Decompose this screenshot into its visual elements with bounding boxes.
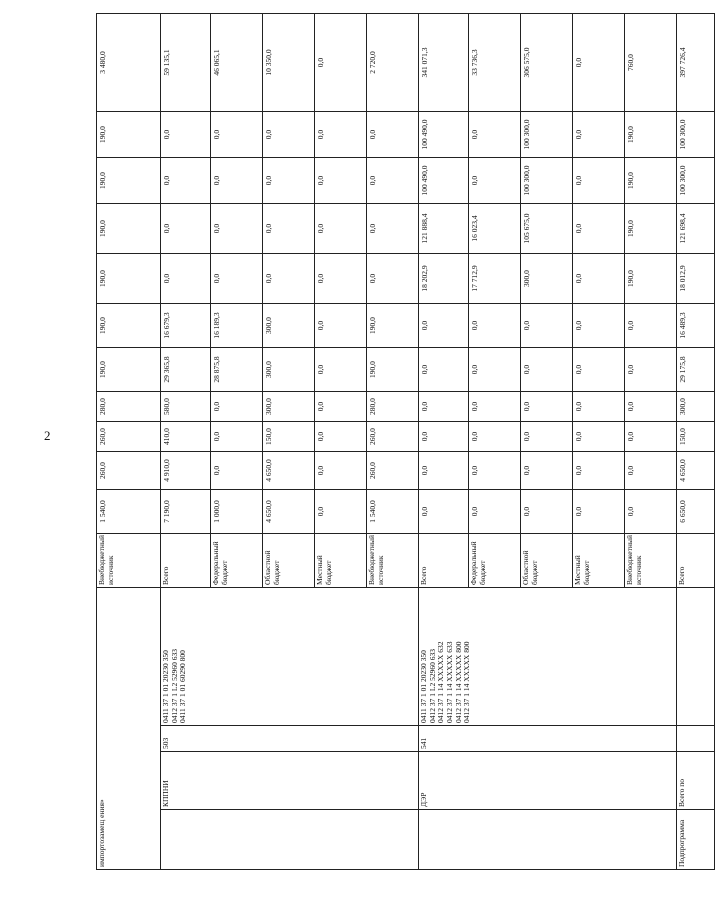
value-cell: 300,0 xyxy=(521,254,573,304)
value-cell: 190,0 xyxy=(97,112,161,158)
value-cell: 0,0 xyxy=(211,422,263,452)
kbk-cell: 0411 37 1 01 20230 350 0412 37 1 L2 52960 633 0411 37 1 01 60290 800 xyxy=(161,588,419,726)
value-cell: 150,0 xyxy=(263,422,315,452)
value-cell: 0,0 xyxy=(211,452,263,490)
value-cell: 100 300,0 xyxy=(677,112,715,158)
value-cell: 0,0 xyxy=(625,392,677,422)
value-cell: 0,0 xyxy=(521,422,573,452)
value-cell: 306 575,0 xyxy=(521,14,573,112)
empty-program-cell xyxy=(419,810,677,870)
source-label-cell: Федеральный бюджет xyxy=(469,534,521,588)
value-cell: 0,0 xyxy=(419,452,469,490)
value-cell: 0,0 xyxy=(573,392,625,422)
value-cell: 190,0 xyxy=(367,304,419,348)
source-label-cell: Внебюджетный источник xyxy=(367,534,419,588)
value-cell: 0,0 xyxy=(263,204,315,254)
value-cell: 190,0 xyxy=(97,348,161,392)
value-cell: 0,0 xyxy=(315,490,367,534)
executor-code-cell: 541 xyxy=(419,726,677,752)
value-cell: 0,0 xyxy=(367,158,419,204)
value-cell: 0,0 xyxy=(419,490,469,534)
source-label-cell: Областной бюджет xyxy=(263,534,315,588)
value-cell: 0,0 xyxy=(211,204,263,254)
value-cell: 18 012,9 xyxy=(677,254,715,304)
source-label-cell: Внебюджетный источник xyxy=(625,534,677,588)
value-cell: 0,0 xyxy=(625,304,677,348)
value-cell: 1 540,0 xyxy=(367,490,419,534)
value-cell: 0,0 xyxy=(161,158,211,204)
value-cell: 0,0 xyxy=(161,112,211,158)
value-cell: 397 726,4 xyxy=(677,14,715,112)
value-cell: 0,0 xyxy=(573,490,625,534)
value-cell: 0,0 xyxy=(263,254,315,304)
value-cell: 0,0 xyxy=(573,204,625,254)
value-cell: 0,0 xyxy=(315,112,367,158)
value-cell: 0,0 xyxy=(419,392,469,422)
empty-cell xyxy=(677,726,715,752)
value-cell: 0,0 xyxy=(521,304,573,348)
value-cell: 4 910,0 xyxy=(161,452,211,490)
value-cell: 16 023,4 xyxy=(469,204,521,254)
value-cell: 0,0 xyxy=(367,112,419,158)
source-label-cell: Местный бюджет xyxy=(315,534,367,588)
value-cell: 0,0 xyxy=(263,158,315,204)
value-cell: 0,0 xyxy=(367,254,419,304)
source-label-cell: Всего xyxy=(161,534,211,588)
value-cell: 1 000,0 xyxy=(211,490,263,534)
executor-name-cell: ДЭР xyxy=(419,752,677,810)
value-cell: 0,0 xyxy=(469,112,521,158)
value-cell: 260,0 xyxy=(367,422,419,452)
value-cell: 0,0 xyxy=(211,392,263,422)
value-cell: 0,0 xyxy=(263,112,315,158)
value-cell: 0,0 xyxy=(573,452,625,490)
source-label-cell: Внебюджетный источник xyxy=(97,534,161,588)
value-cell: 0,0 xyxy=(573,422,625,452)
value-cell: 29 365,8 xyxy=(161,348,211,392)
value-cell: 300,0 xyxy=(263,304,315,348)
value-cell: 121 698,4 xyxy=(677,204,715,254)
empty-cell xyxy=(677,588,715,726)
value-cell: 341 071,3 xyxy=(419,14,469,112)
value-cell: 16 679,3 xyxy=(161,304,211,348)
value-cell: 0,0 xyxy=(469,452,521,490)
value-cell: 0,0 xyxy=(367,204,419,254)
value-cell: 0,0 xyxy=(625,490,677,534)
value-cell: 260,0 xyxy=(97,422,161,452)
value-cell: 190,0 xyxy=(97,304,161,348)
value-cell: 0,0 xyxy=(211,254,263,304)
value-cell: 190,0 xyxy=(367,348,419,392)
value-cell: 0,0 xyxy=(573,304,625,348)
value-cell: 760,0 xyxy=(625,14,677,112)
value-cell: 190,0 xyxy=(625,204,677,254)
executor-name-cell: КППНИ xyxy=(161,752,419,810)
value-cell: 6 650,0 xyxy=(677,490,715,534)
kbk-cell: 0411 37 1 01 20230 350 0412 37 1 L2 52960 633 0412 37 1 14 XXXXX 632 0412 37 1 14 XXXXX 633 0412 37 1 14 XXXXX 800 0412 37 1 14 XXXXX 800 xyxy=(419,588,677,726)
value-cell: 0,0 xyxy=(469,490,521,534)
value-cell: 4 650,0 xyxy=(677,452,715,490)
value-cell: 0,0 xyxy=(315,204,367,254)
value-cell: 33 736,3 xyxy=(469,14,521,112)
page-number: 2 xyxy=(44,428,51,443)
value-cell: 100 300,0 xyxy=(521,112,573,158)
value-cell: 28 875,8 xyxy=(211,348,263,392)
value-cell: 59 135,1 xyxy=(161,14,211,112)
value-cell: 150,0 xyxy=(677,422,715,452)
source-label-cell: Всего xyxy=(677,534,715,588)
table-body xyxy=(97,14,715,870)
value-cell: 300,0 xyxy=(263,348,315,392)
budget-table xyxy=(96,13,715,870)
value-cell: 16 189,3 xyxy=(211,304,263,348)
value-cell: 410,0 xyxy=(161,422,211,452)
program-cell: импортозамещ ения» xyxy=(97,588,161,870)
value-cell: 0,0 xyxy=(521,348,573,392)
value-cell: 0,0 xyxy=(315,422,367,452)
value-cell: 300,0 xyxy=(263,392,315,422)
source-label-cell: Местный бюджет xyxy=(573,534,625,588)
value-cell: 0,0 xyxy=(573,158,625,204)
value-cell: 17 712,9 xyxy=(469,254,521,304)
source-label-cell: Всего xyxy=(419,534,469,588)
value-cell: 190,0 xyxy=(625,112,677,158)
value-cell: 100 300,0 xyxy=(521,158,573,204)
value-cell: 1 540,0 xyxy=(97,490,161,534)
value-cell: 0,0 xyxy=(625,452,677,490)
value-cell: 0,0 xyxy=(315,158,367,204)
value-cell: 580,0 xyxy=(161,392,211,422)
empty-program-cell xyxy=(161,810,419,870)
value-cell: 260,0 xyxy=(367,452,419,490)
value-cell: 0,0 xyxy=(419,422,469,452)
value-cell: 0,0 xyxy=(469,304,521,348)
value-cell: 0,0 xyxy=(573,254,625,304)
value-cell: 4 650,0 xyxy=(263,490,315,534)
value-cell: 0,0 xyxy=(315,452,367,490)
value-cell: 0,0 xyxy=(573,348,625,392)
executor-code-cell: 503 xyxy=(161,726,419,752)
value-cell: 16 489,3 xyxy=(677,304,715,348)
value-cell: 0,0 xyxy=(315,392,367,422)
value-cell: 121 888,4 xyxy=(419,204,469,254)
value-cell: 0,0 xyxy=(419,348,469,392)
value-cell: 0,0 xyxy=(419,304,469,348)
source-label-cell: Федеральный бюджет xyxy=(211,534,263,588)
value-cell: 0,0 xyxy=(211,158,263,204)
value-cell: 100 490,0 xyxy=(419,158,469,204)
value-cell: 0,0 xyxy=(315,304,367,348)
value-cell: 46 065,1 xyxy=(211,14,263,112)
value-cell: 0,0 xyxy=(315,348,367,392)
value-cell: 0,0 xyxy=(625,422,677,452)
value-cell: 0,0 xyxy=(161,254,211,304)
value-cell: 100 300,0 xyxy=(677,158,715,204)
value-cell: 190,0 xyxy=(97,204,161,254)
value-cell: 280,0 xyxy=(367,392,419,422)
value-cell: 0,0 xyxy=(315,254,367,304)
value-cell: 3 480,0 xyxy=(97,14,161,112)
value-cell: 0,0 xyxy=(573,112,625,158)
table-row xyxy=(161,14,211,870)
value-cell: 0,0 xyxy=(469,348,521,392)
value-cell: 0,0 xyxy=(521,452,573,490)
value-cell: 105 675,0 xyxy=(521,204,573,254)
program-cell: Подпрограмма xyxy=(677,810,715,870)
value-cell: 7 190,0 xyxy=(161,490,211,534)
value-cell: 190,0 xyxy=(625,158,677,204)
total-name-cell: Всего по xyxy=(677,752,715,810)
value-cell: 100 490,0 xyxy=(419,112,469,158)
value-cell: 0,0 xyxy=(315,14,367,112)
value-cell: 0,0 xyxy=(469,422,521,452)
value-cell: 300,0 xyxy=(677,392,715,422)
value-cell: 0,0 xyxy=(625,348,677,392)
value-cell: 0,0 xyxy=(573,14,625,112)
value-cell: 10 350,0 xyxy=(263,14,315,112)
value-cell: 0,0 xyxy=(211,112,263,158)
value-cell: 18 202,9 xyxy=(419,254,469,304)
value-cell: 4 650,0 xyxy=(263,452,315,490)
value-cell: 0,0 xyxy=(521,490,573,534)
value-cell: 0,0 xyxy=(521,392,573,422)
value-cell: 190,0 xyxy=(97,254,161,304)
source-label-cell: Областной бюджет xyxy=(521,534,573,588)
value-cell: 29 175,8 xyxy=(677,348,715,392)
value-cell: 190,0 xyxy=(625,254,677,304)
table-row xyxy=(677,14,715,870)
rotated-table-container xyxy=(96,14,687,870)
value-cell: 0,0 xyxy=(469,158,521,204)
value-cell: 2 720,0 xyxy=(367,14,419,112)
table-row xyxy=(97,14,161,870)
value-cell: 0,0 xyxy=(161,204,211,254)
value-cell: 260,0 xyxy=(97,452,161,490)
value-cell: 280,0 xyxy=(97,392,161,422)
value-cell: 190,0 xyxy=(97,158,161,204)
table-row xyxy=(419,14,469,870)
value-cell: 0,0 xyxy=(469,392,521,422)
